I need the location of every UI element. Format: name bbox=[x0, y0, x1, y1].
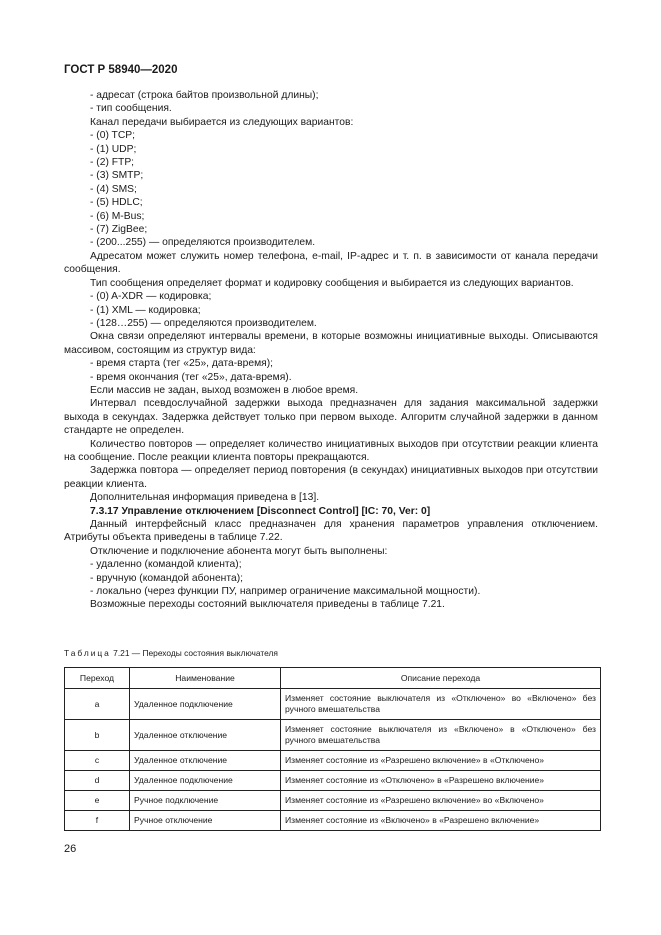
list-item: - (6) M-Bus; bbox=[90, 210, 145, 222]
transition-description: Изменяет состояние выключателя из «Отключено» во «Включено» без ручного вмешательства bbox=[281, 689, 601, 720]
paragraph: Задержка повтора — определяет период повторения (в секундах) инициативных выходов при отсутствии реакции клиента. bbox=[64, 465, 598, 490]
body-text bbox=[64, 89, 598, 612]
list-item: - (2) FTP; bbox=[90, 157, 135, 169]
transition-name: Ручное отключение bbox=[130, 811, 281, 831]
transitions-table bbox=[64, 667, 601, 831]
document-header: ГОСТ Р 58940—2020 bbox=[64, 64, 178, 76]
list-item: - (1) UDP; bbox=[90, 143, 137, 155]
transition-name: Удаленное подключение bbox=[130, 771, 281, 791]
paragraph: Количество повторов — определяет количество инициативных выходов при отсутствии реакции клиента на сообщение. После реакции клиента повторы прекращаются. bbox=[64, 438, 598, 463]
list-item: - удаленно (командой клиента); bbox=[90, 559, 242, 571]
paragraph: Тип сообщения определяет формат и кодировку сообщения и выбирается из следующих вариантов. bbox=[90, 277, 574, 289]
transition-code: d bbox=[65, 771, 130, 791]
transition-name: Ручное подключение bbox=[130, 791, 281, 811]
transition-code: b bbox=[65, 720, 130, 751]
transition-code: c bbox=[65, 751, 130, 771]
column-header-name: Наименование bbox=[130, 668, 281, 689]
transition-description: Изменяет состояние из «Разрешено включение» во «Включено» bbox=[281, 791, 601, 811]
paragraph: Отключение и подключение абонента могут быть выполнены: bbox=[90, 545, 388, 557]
transition-code: a bbox=[65, 689, 130, 720]
list-item: - тип сообщения. bbox=[90, 103, 172, 115]
list-item: - время окончания (тег «25», дата-время). bbox=[90, 371, 292, 383]
paragraph: Данный интерфейсный класс предназначен для хранения параметров управления отключением. Атрибуты объекта приведены в таблице 7.22. bbox=[64, 519, 598, 544]
section-heading: 7.3.17 Управление отключением [Disconnect Control] [IC: 70, Ver: 0] bbox=[90, 505, 431, 517]
transition-name: Удаленное подключение bbox=[130, 689, 281, 720]
table-caption-text: 7.21 — Переходы состояния выключателя bbox=[113, 648, 278, 658]
table-row bbox=[65, 811, 601, 831]
table-row bbox=[65, 720, 601, 751]
transition-description: Изменяет состояние из «Отключено» в «Разрешено включение» bbox=[281, 771, 601, 791]
list-item: - (128…255) — определяются производителем. bbox=[90, 317, 317, 329]
list-item: - (0) TCP; bbox=[90, 130, 136, 142]
paragraph: Возможные переходы состояний выключателя приведены в таблице 7.21. bbox=[90, 599, 445, 611]
transition-name: Удаленное отключение bbox=[130, 751, 281, 771]
list-item: - время старта (тег «25», дата-время); bbox=[90, 358, 274, 370]
paragraph: Если массив не задан, выход возможен в любое время. bbox=[90, 384, 359, 396]
table-row bbox=[65, 791, 601, 811]
list-item: - (3) SMTP; bbox=[90, 170, 144, 182]
list-item: - адресат (строка байтов произвольной длины); bbox=[90, 90, 319, 101]
column-header-description: Описание перехода bbox=[281, 668, 601, 689]
list-item: - вручную (командой абонента); bbox=[90, 572, 243, 584]
paragraph: Окна связи определяют интервалы времени, в которые возможны инициативные выходы. Описываются массивом, состоящим из структур вида: bbox=[64, 331, 598, 356]
table-caption bbox=[64, 648, 278, 658]
list-item: - локально (через функции ПУ, например ограничение максимальной мощности). bbox=[90, 586, 481, 598]
transition-code: f bbox=[65, 811, 130, 831]
page-number: 26 bbox=[64, 843, 77, 855]
table-row bbox=[65, 689, 601, 720]
transition-code: e bbox=[65, 791, 130, 811]
paragraph: Адресатом может служить номер телефона, e-mail, IP-адрес и т. п. в зависимости от канала передачи сообщения. bbox=[64, 250, 598, 276]
table-caption-label: Таблица bbox=[64, 648, 111, 658]
paragraph: Канал передачи выбирается из следующих вариантов: bbox=[90, 116, 354, 128]
paragraph: Интервал псевдослучайной задержки выхода предназначен для задания максимальной задержки выхода в секундах. Задержка действует только при первом выходе. Алгоритм случайной задержки в данном стандарте не определен. bbox=[64, 398, 598, 437]
list-item: - (0) A-XDR — кодировка; bbox=[90, 291, 212, 303]
transition-description: Изменяет состояние выключателя из «Включено» в «Отключено» без ручного вмешательства bbox=[281, 720, 601, 751]
list-item: - (5) HDLC; bbox=[90, 197, 143, 209]
transition-name: Удаленное отключение bbox=[130, 720, 281, 751]
column-header-transition: Переход bbox=[65, 668, 130, 689]
list-item: - (7) ZigBee; bbox=[90, 224, 148, 236]
transition-description: Изменяет состояние из «Разрешено включение» в «Отключено» bbox=[281, 751, 601, 771]
table-header-row bbox=[65, 668, 601, 689]
paragraph: Дополнительная информация приведена в [13]. bbox=[90, 492, 320, 504]
list-item: - (4) SMS; bbox=[90, 183, 137, 195]
list-item: - (200...255) — определяются производителем. bbox=[90, 237, 316, 249]
transition-description: Изменяет состояние из «Включено» в «Разрешено включение» bbox=[281, 811, 601, 831]
table-row bbox=[65, 751, 601, 771]
table-row bbox=[65, 771, 601, 791]
list-item: - (1) XML — кодировка; bbox=[90, 304, 201, 316]
